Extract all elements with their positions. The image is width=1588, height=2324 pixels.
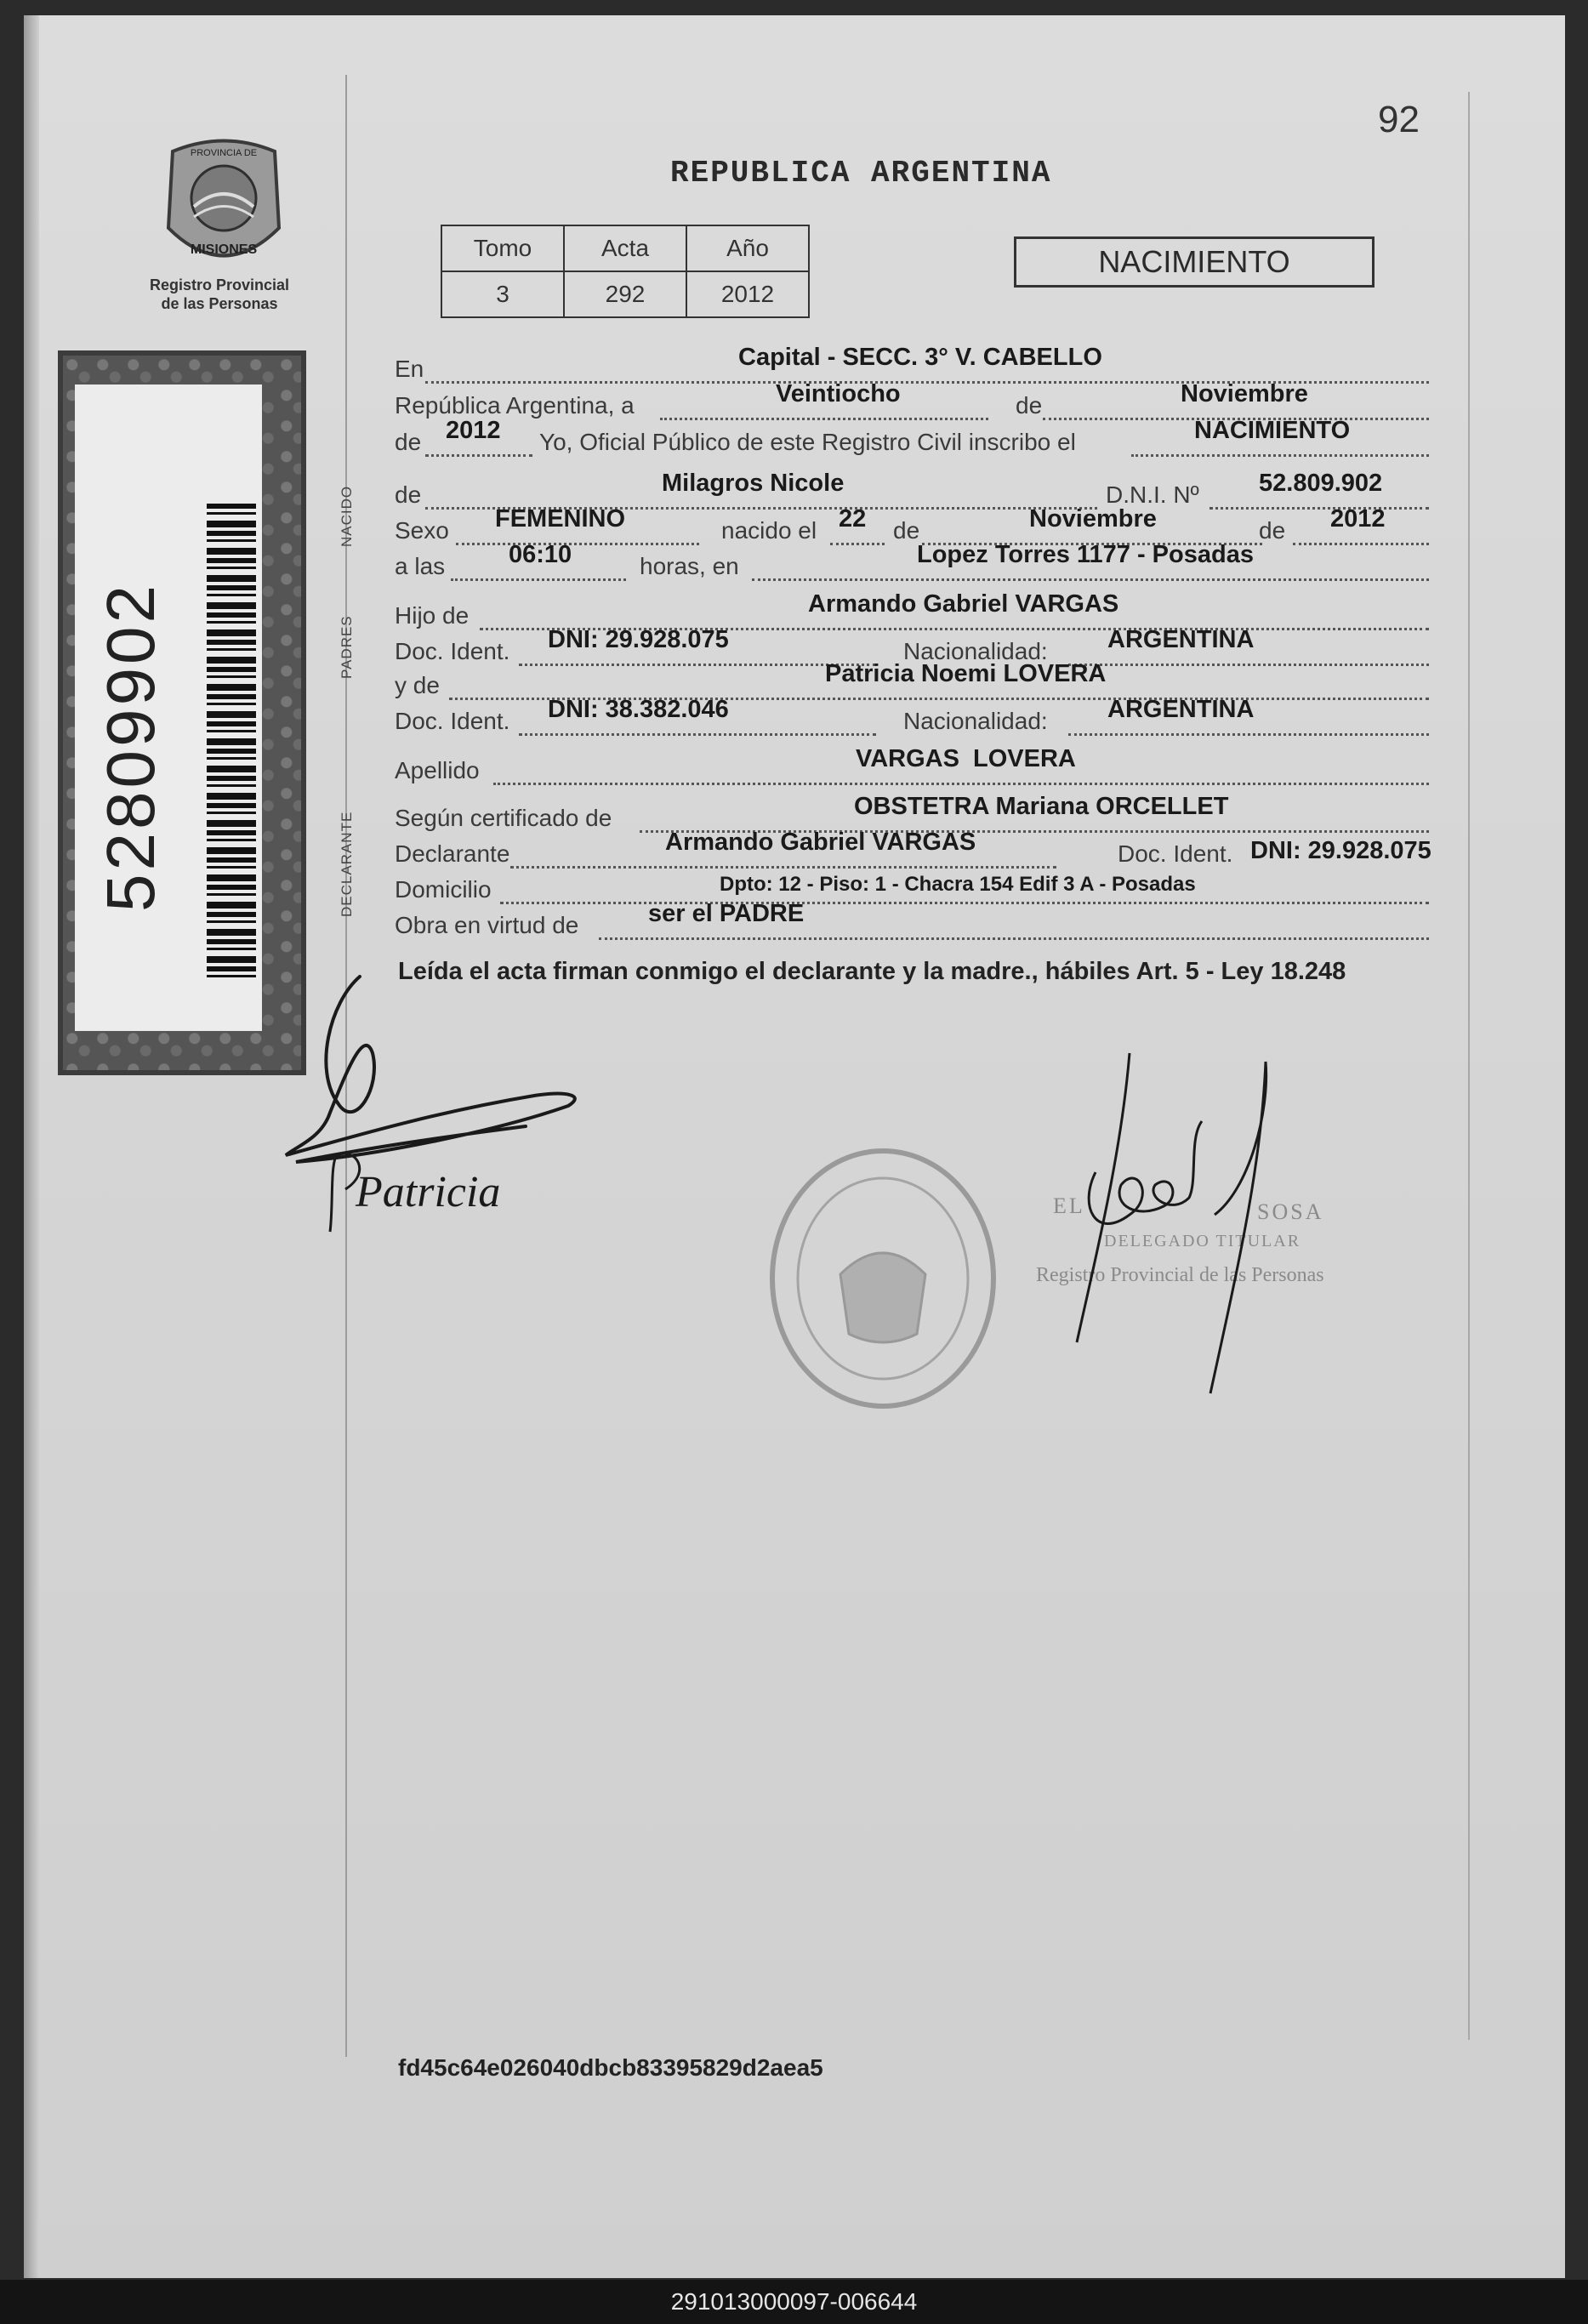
- label-certificado: Según certificado de: [395, 805, 612, 831]
- label-de: de: [893, 517, 920, 544]
- mother-signature: [322, 1147, 594, 1249]
- value-child-name: Milagros Nicole: [662, 470, 845, 497]
- register-table-header-row: [441, 225, 809, 271]
- value-tomo: 3: [441, 271, 564, 317]
- label-en: En: [395, 356, 424, 382]
- label-horas: horas, en: [640, 553, 739, 579]
- barcode-tag: [58, 350, 306, 1075]
- dotted-line: [1293, 543, 1429, 545]
- footer-bar: [0, 2280, 1588, 2324]
- footer-id: 291013000097-006644: [670, 2288, 918, 2315]
- section-label-nacido: NACIDO: [339, 485, 355, 547]
- document-hash: fd45c64e026040dbcb83395829d2aea5: [398, 2054, 823, 2081]
- value-birth-month: Noviembre: [1029, 505, 1157, 533]
- value-registration-day: Veintiocho: [776, 380, 901, 407]
- value-father-nationality: ARGENTINA: [1107, 626, 1255, 653]
- svg-text:PROVINCIA DE: PROVINCIA DE: [190, 148, 258, 158]
- section-label-padres: PADRES: [339, 615, 355, 679]
- dotted-line: [493, 783, 1429, 785]
- value-place: Capital - SECC. 3° V. CABELLO: [738, 344, 1102, 371]
- svg-text:Patricia: Patricia: [356, 1168, 501, 1216]
- label-hijo: Hijo de: [395, 602, 470, 629]
- dotted-line: [510, 866, 1056, 869]
- dotted-line: [599, 937, 1429, 940]
- official-stamp-line4: Registro Provincial de las Personas: [1036, 1264, 1324, 1286]
- value-birth-place: Lopez Torres 1177 - Posadas: [917, 541, 1254, 568]
- dotted-line: [500, 902, 1429, 904]
- dotted-line: [752, 578, 1429, 581]
- official-signature: [1044, 1036, 1300, 1410]
- label-obra: Obra en virtud de: [395, 912, 579, 938]
- value-certificate: OBSTETRA Mariana ORCELLET: [854, 793, 1229, 820]
- value-sex: FEMENINO: [495, 505, 626, 533]
- page-number: 92: [1378, 99, 1420, 140]
- section-label-declarante: DECLARANTE: [339, 811, 355, 917]
- label-de: de: [1259, 517, 1286, 544]
- dotted-line: [830, 543, 885, 545]
- value-mother-name: Patricia Noemi LOVERA: [825, 660, 1107, 687]
- dotted-line: [456, 543, 699, 545]
- header-tomo: Tomo: [441, 225, 564, 271]
- value-mother-nationality: ARGENTINA: [1107, 696, 1255, 723]
- dotted-line: [451, 578, 626, 581]
- value-declarant-dni: DNI: 29.928.075: [1250, 837, 1431, 864]
- label-nacionalidad: Nacionalidad:: [903, 638, 1048, 664]
- label-alas: a las: [395, 553, 446, 579]
- barcode-label: 52809902: [75, 384, 262, 1031]
- row-mother-doc: [395, 696, 1432, 742]
- value-surname: VARGAS LOVERA: [856, 745, 1076, 772]
- barcode-icon: [207, 504, 256, 980]
- label-de: de: [395, 429, 422, 455]
- row-address: [395, 873, 1432, 910]
- dotted-line: [1131, 454, 1429, 457]
- row-officer: [395, 417, 1432, 463]
- dotted-line: [1068, 733, 1429, 736]
- value-capacity: ser el PADRE: [648, 900, 805, 927]
- label-republica: República Argentina, a: [395, 392, 635, 419]
- document-title: REPUBLICA ARGENTINA: [670, 156, 1052, 191]
- value-mother-dni: DNI: 38.382.046: [548, 696, 729, 723]
- dotted-line: [1209, 507, 1429, 510]
- register-table-value-row: [441, 271, 809, 317]
- row-declarant: [395, 829, 1432, 874]
- value-birth-day: 22: [839, 505, 867, 533]
- province-emblem-icon: [151, 134, 296, 279]
- dotted-line: [519, 664, 876, 666]
- record-type-box: NACIMIENTO: [1014, 236, 1375, 288]
- register-table: [441, 225, 810, 318]
- value-registration-month: Noviembre: [1181, 380, 1308, 407]
- label-de: de: [1016, 392, 1043, 419]
- value-registration-year: 2012: [446, 417, 501, 444]
- value-father-dni: DNI: 29.928.075: [548, 626, 729, 653]
- value-birth-time: 06:10: [509, 541, 572, 568]
- right-margin-rule: [1468, 92, 1470, 2040]
- dotted-line: [1068, 664, 1429, 666]
- label-de: de: [395, 481, 422, 508]
- label-nacionalidad: Nacionalidad:: [903, 708, 1048, 734]
- official-stamp-line3: DELEGADO TITULAR: [1104, 1232, 1301, 1250]
- value-father-name: Armando Gabriel VARGAS: [808, 590, 1119, 618]
- emblem-caption-line1: Registro Provincial: [149, 276, 290, 293]
- label-y-de: y de: [395, 672, 440, 698]
- label-nacido: nacido el: [721, 517, 817, 544]
- official-stamp-line1: EL: [1053, 1193, 1085, 1218]
- value-anio: 2012: [686, 271, 809, 317]
- label-domicilio: Domicilio: [395, 876, 492, 903]
- label-apellido: Apellido: [395, 757, 480, 783]
- header-acta: Acta: [564, 225, 686, 271]
- row-surname: [395, 745, 1432, 791]
- label-declarante: Declarante: [395, 840, 510, 867]
- value-address: Dpto: 12 - Piso: 1 - Chacra 154 Edif 3 A - Posadas: [720, 873, 1196, 896]
- label-doc: Doc. Ident.: [395, 708, 510, 734]
- label-sexo: Sexo: [395, 517, 449, 544]
- emblem-caption: [134, 276, 305, 313]
- value-child-dni: 52.809.902: [1259, 470, 1383, 497]
- dotted-line: [425, 454, 532, 457]
- label-dni: D.N.I. Nº: [1106, 481, 1199, 508]
- row-capacity: [395, 900, 1432, 946]
- emblem-caption-line2: de las Personas: [161, 295, 278, 312]
- document-page: [24, 15, 1565, 2278]
- registry-seal: [755, 1138, 1010, 1419]
- value-acta: 292: [564, 271, 686, 317]
- label-officer: Yo, Oficial Público de este Registro Civil inscribo el: [539, 429, 1076, 455]
- official-stamp-line2: SOSA: [1257, 1199, 1324, 1224]
- label-doc: Doc. Ident.: [395, 638, 510, 664]
- dotted-line: [519, 733, 876, 736]
- row-time-place: [395, 541, 1432, 587]
- value-record-word: NACIMIENTO: [1194, 417, 1351, 444]
- svg-text:MISIONES: MISIONES: [190, 242, 258, 257]
- header-anio: Año: [686, 225, 809, 271]
- value-birth-year: 2012: [1330, 505, 1386, 533]
- label-doc: Doc. Ident.: [1118, 840, 1233, 867]
- value-declarant: Armando Gabriel VARGAS: [665, 829, 976, 856]
- dotted-line: [660, 418, 988, 420]
- closing-statement: Leída el acta firman conmigo el declarante y la madre., hábiles Art. 5 - Ley 18.248: [398, 958, 1346, 985]
